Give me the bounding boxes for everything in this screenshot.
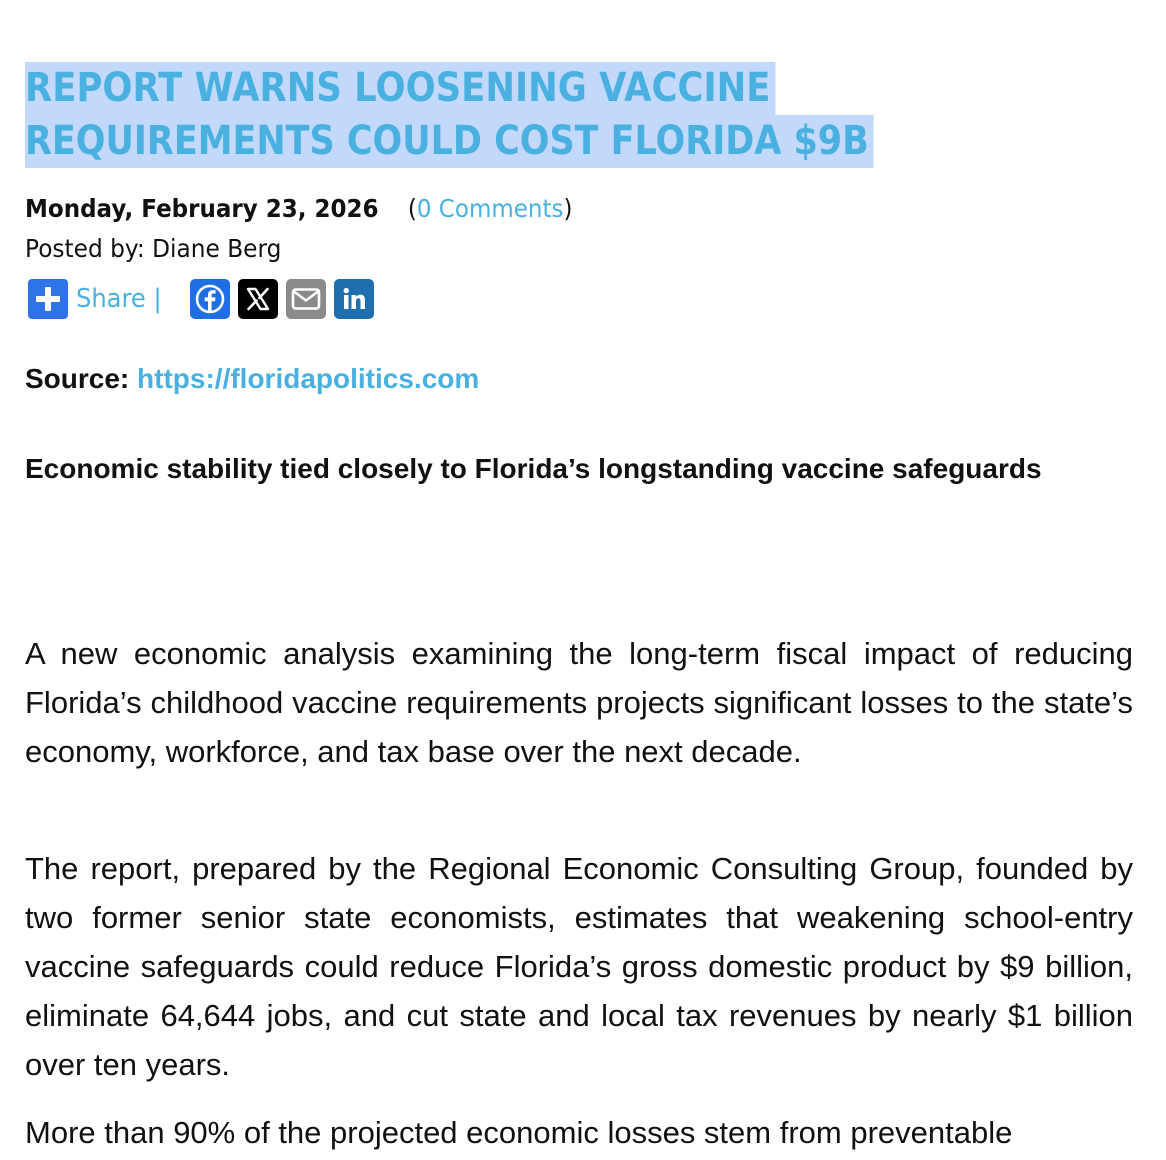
headline-line-2: REQUIREMENTS COULD COST FLORIDA $9B — [25, 115, 874, 168]
source-line — [25, 362, 479, 396]
article-subheadline: Economic stability tied closely to Florida’s longstanding vaccine safeguards — [25, 453, 1042, 484]
share-plus-icon[interactable] — [28, 279, 68, 319]
body-paragraph-3: More than 90% of the projected economic losses stem from preventable — [25, 1115, 1013, 1150]
comments-paren-open: ( — [407, 194, 417, 223]
source-label: Source: — [25, 363, 138, 394]
posted-by: Posted by: Diane Berg — [25, 234, 282, 263]
headline-line-1: REPORT WARNS LOOSENING VACCINE — [25, 62, 776, 115]
body-paragraph-1: A new economic analysis examining the long-term fiscal impact of reducing Florida’s childhood vaccine requirements projects significant losses to the state’s economy, workforce, and tax base over the next decade. — [25, 636, 1133, 769]
linkedin-icon[interactable] — [334, 279, 374, 319]
facebook-icon[interactable] — [190, 279, 230, 319]
email-icon[interactable] — [286, 279, 326, 319]
article-meta — [25, 193, 572, 225]
comments-paren-close: ) — [563, 194, 573, 223]
source-link[interactable]: https://floridapolitics.com — [137, 363, 480, 394]
share-bar — [28, 279, 374, 319]
comments-link[interactable]: 0 Comments — [416, 194, 564, 223]
body-paragraph-2: The report, prepared by the Regional Economic Consulting Group, founded by two former senior state economists, estimates that weakening school-entry vaccine safeguards could reduce Florida’s gross domestic product by $9 billion, eliminate 64,644 jobs, and cut state and local tax revenues by nearly $1 billion over ten years. — [25, 851, 1133, 1082]
share-button[interactable]: Share | — [76, 284, 162, 314]
x-icon[interactable] — [238, 279, 278, 319]
publish-date: Monday, February 23, 2026 — [25, 194, 379, 223]
comments-count — [408, 194, 573, 223]
article-headline — [25, 62, 996, 168]
